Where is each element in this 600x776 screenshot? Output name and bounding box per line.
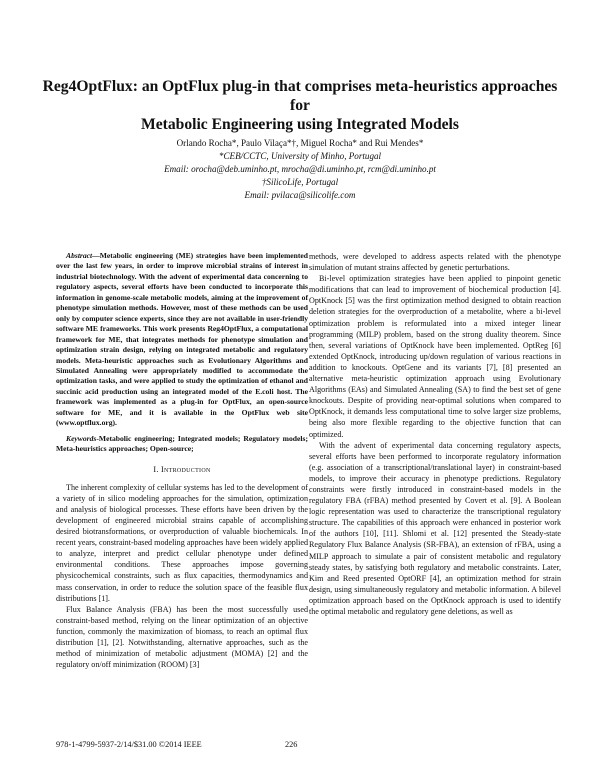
paper-title xyxy=(40,77,560,134)
keywords xyxy=(56,434,308,455)
section-number: I. xyxy=(153,464,159,474)
left-column xyxy=(56,251,308,670)
affiliation-1: *CEB/CCTC, University of Minho, Portugal xyxy=(218,151,382,162)
author-names: Orlando Rocha*, Paulo Vilaça*†, Miguel Rocha* and Rui Mendes* xyxy=(176,138,424,148)
email-2: Email: pvilaca@silicolife.com xyxy=(244,190,356,201)
abstract-lead: Abstract xyxy=(66,251,93,260)
title-line-2: Metabolic Engineering using Integrated Models xyxy=(141,116,459,133)
right-column xyxy=(309,251,561,617)
abstract-text: —Metabolic engineering (ME) strategies have been implemented over the last few years, in order to improve microbial strains of interest in industrial biotechnology. With the advent of experimental data concerning to regulatory aspects, several efforts have been conducted to incorporate this information in genome-scale metabolic models, aiming at the improvement of phenotype simulation methods. However, most of these methods can be used only by computer science experts, since they are not available in user-friendly software ME frameworks. This work presents Reg4OptFlux, a computational framework for ME, that integrates methods for phenotype simulation and optimization strain design, relying on integrated metabolic and regulatory models. Meta-heuristic approaches such as Evolutionary Algorithms and Simulated Annealing were appropriately modified to accommodate the optimization tasks, and were applied to study the optimization of ethanol and succinic acid production using an integrated model of the E.coli host. The framework was implemented as a plug-in for OptFlux, an open-source software for ME, and it is available in the OptFlux web site (www.optflux.org). xyxy=(56,251,308,428)
page-number: 226 xyxy=(285,740,298,749)
left-paragraph-1: The inherent complexity of cellular systems has led to the development of a variety of in silico modeling approaches for the simulation, optimization and analysis of biological processes. These efforts have been driven by the development of engineered microbial strains capable of accomplishing desired biotransformations, or overproduction of valuable biochemicals. In recent years, constraint-based modeling approaches have been widely applied to analyze, interpret and predict cellular phenotype under defined environmental conditions. These approaches impose governing physicochemical constraints, such as flux capacities, thermodynamics and mass conservation, in order to reduce the solution space of the feasible flux distributions [1]. xyxy=(56,482,308,603)
keywords-text: -Metabolic engineering; Integrated models; Regulatory models; Meta-heuristics approaches; Open-source; xyxy=(56,433,308,454)
keywords-lead: Keywords xyxy=(66,433,97,443)
section-heading-introduction xyxy=(56,464,308,475)
right-paragraph-3: With the advent of experimental data concerning regulatory aspects, several efforts have been performed to incorporate regulatory information (e.g. association of a transcriptional/translational layer) in constraint-based models, to improve their accuracy in phenotype predictions. Regulatory constraints were firstly introduced in constraint-based models in the regulatory FBA (rFBA) method presented by Covert et al. [9]. A Boolean logic representation was used to characterize the transcriptional regulatory structure. The capabilities of this approach were enhanced in posterior work of the authors [10], [11]. Shlomi et al. [12] presented the Steady-state Regulatory Flux Balance Analysis (SR-FBA), an extension of rFBA, using a MILP approach to simulate a pair of consistent metabolic and regulatory steady states, by satisfying both regulatory and metabolic constraints. Later, Kim and Reed presented OptORF [4], an optimization method for strain design, using simultaneously regulatory and metabolic information. A bilevel optimization approach based on the OptKnock approach is used to identify the optimal metabolic and regulatory gene deletions, as well as xyxy=(309,440,561,616)
footer-isbn: 978-1-4799-5937-2/14/$31.00 ©2014 IEEE xyxy=(56,740,202,749)
right-paragraph-2: Bi-level optimization strategies have been applied to pinpoint genetic modifications that can lead to improvement of biochemical production [4]. OptKnock [5] was the first optimization method designed to obtain reaction deletion strategies for the overproduction of a metabolite, where a bi-level optimization problem is reformulated into a mixed integer linear programming (MILP) problem, based on the strong duality theorem. Since then, several variations of OptKnock have been implemented. OptReg [6] extended OptKnock, introducing up/down regulation of various reactions in addition to knockouts. OptGene and its variants [7], [8] presented an alternative meta-heuristic optimization approach using Evolutionary Algorithms (EAs) and Simulated Annealing (SA) to find the best set of gene knockouts. Despite of providing near-optimal solutions when compared to OptKnock, it demands less computational time to solve larger size problems, being also more flexible regarding to the objective function that can optimized. xyxy=(309,274,561,439)
affiliation-2: †SilicoLife, Portugal xyxy=(261,177,339,188)
left-paragraph-2: Flux Balance Analysis (FBA) has been the most successfully used constraint-based method, relying on the linear optimization of an objective function, commonly the maximization of biomass, to reach an optimal flux distribution [1], [2]. Notwithstanding, alternative approaches, such as the method of minimization of metabolic adjustment (MOMA) [2] and the regulatory on/off minimization (ROOM) [3] xyxy=(56,604,308,670)
email-1: Email: orocha@deb.uminho.pt, mrocha@di.uminho.pt, rcm@di.uminho.pt xyxy=(164,164,436,175)
title-line-1: Reg4OptFlux: an OptFlux plug-in that comprises meta-heuristics approaches for xyxy=(42,78,558,114)
right-paragraph-1: methods, were developed to address aspects related with the phenotype simulation of mutant strains affected by genetic perturbations. xyxy=(309,252,561,273)
author-block xyxy=(60,137,540,202)
abstract xyxy=(56,251,308,429)
section-title: Introduction xyxy=(161,464,211,474)
